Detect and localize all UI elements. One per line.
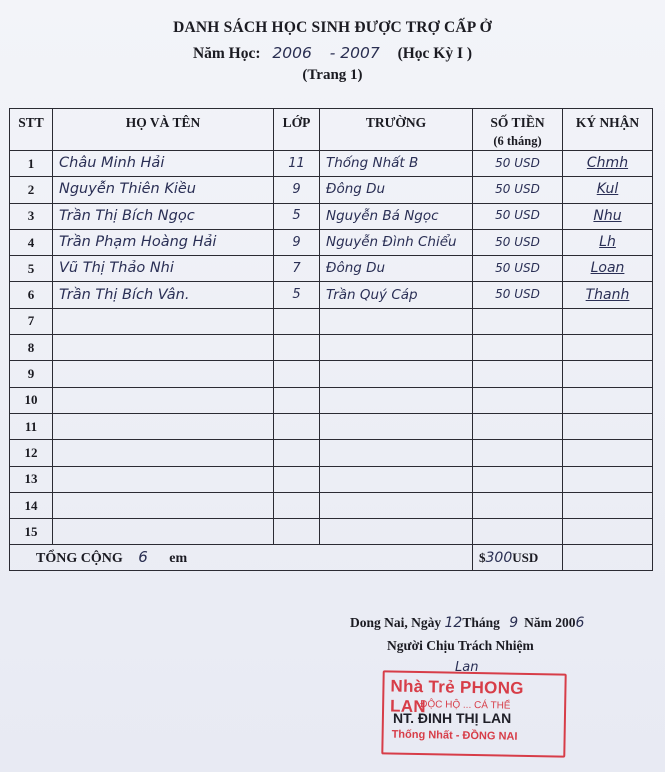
school-name-cell: [320, 440, 473, 466]
total-unit: em: [169, 551, 188, 567]
column-header-amount: [473, 109, 563, 151]
total-sum: 300: [485, 549, 513, 566]
class-grade-cell: [274, 203, 320, 229]
school-name-cell: [320, 361, 473, 387]
column-header-class: LỚP: [274, 109, 320, 151]
row-number-cell: 3: [10, 203, 53, 229]
total-label: TỔNG CỘNG: [36, 551, 123, 567]
row-number-cell: 8: [10, 335, 53, 361]
row-number-cell: 5: [10, 256, 53, 282]
school-name-cell: [320, 229, 473, 255]
row-number-cell: 11: [10, 413, 53, 439]
school-name-cell: [320, 256, 473, 282]
date-month: 9: [509, 615, 519, 631]
student-name-cell: [53, 413, 274, 439]
row-number-cell: 6: [10, 282, 53, 308]
row-number-cell: 12: [10, 440, 53, 466]
student-name-cell: [53, 229, 274, 255]
document-title: DANH SÁCH HỌC SINH ĐƯỢC TRỢ CẤP Ở: [173, 19, 492, 36]
row-number-cell: 2: [10, 177, 53, 203]
amount: 50 USD: [495, 234, 540, 249]
amount: 50 USD: [495, 208, 540, 223]
total-count: 6: [138, 548, 148, 567]
row-number-cell: 14: [10, 492, 53, 518]
amount-cell: [473, 151, 563, 177]
amount-cell: [473, 335, 563, 361]
amount-cell: [473, 256, 563, 282]
table-row: [10, 492, 653, 518]
table-row: [10, 308, 653, 334]
row-number-cell: 13: [10, 466, 53, 492]
amount: 50 USD: [495, 287, 540, 302]
signature-cell: [563, 229, 653, 255]
date-day: 12: [444, 615, 463, 631]
student-name-cell: [53, 282, 274, 308]
school-name-cell: [320, 151, 473, 177]
signature-cell: [563, 519, 653, 545]
table-row: [10, 335, 653, 361]
school-year-line: [0, 44, 665, 63]
signature: Thanh: [585, 286, 630, 303]
school-name-cell: [320, 282, 473, 308]
table-row: [10, 387, 653, 413]
total-sign-cell: [563, 545, 653, 571]
table-body: [10, 151, 653, 545]
student-name-cell: [53, 308, 274, 334]
signature-cell: [563, 440, 653, 466]
school-name: Đông Du: [326, 181, 386, 198]
amount-cell: [473, 519, 563, 545]
signature: Kul: [596, 181, 619, 198]
term-label: (Học Kỳ I ): [397, 45, 473, 62]
amount-header-label: SỐ TIỀN: [490, 115, 545, 130]
class-grade-cell: [274, 229, 320, 255]
student-name-cell: [53, 387, 274, 413]
place-label: Dong Nai, Ngày: [350, 615, 442, 630]
student-name: Trần Thị Bích Vân.: [59, 286, 190, 303]
signature-cell: [563, 492, 653, 518]
table-header: [10, 109, 653, 151]
class-grade-cell: [274, 519, 320, 545]
table-row: [10, 282, 653, 308]
amount-cell: [473, 492, 563, 518]
signature-cell: [563, 387, 653, 413]
column-header-stt: STT: [10, 109, 53, 151]
amount: 50 USD: [495, 181, 540, 196]
table-row: [10, 466, 653, 492]
student-name-cell: [53, 177, 274, 203]
amount-cell: [473, 440, 563, 466]
handwritten-signature: Lan: [455, 660, 479, 675]
student-table: [9, 108, 653, 571]
school-name-cell: [320, 335, 473, 361]
class-grade: 5: [292, 208, 301, 224]
total-sum-cell: [473, 545, 563, 571]
year-from: 2006: [272, 44, 312, 62]
stamp-line-2: ĐỘC HỘ ... CÁ THỂ: [420, 699, 511, 712]
class-grade-cell: [274, 256, 320, 282]
signer-name: NT. ĐINH THỊ LAN: [393, 710, 512, 726]
class-grade-cell: [274, 151, 320, 177]
school-name-cell: [320, 177, 473, 203]
signature-cell: [563, 151, 653, 177]
class-grade-cell: [274, 466, 320, 492]
school-name: Đông Du: [326, 260, 386, 277]
table-row: [10, 413, 653, 439]
amount: 50 USD: [495, 260, 540, 275]
stamp-line-3: Thống Nhất - ĐỒNG NAI: [391, 728, 518, 743]
column-header-name: HỌ VÀ TÊN: [53, 109, 274, 151]
student-name-cell: [53, 335, 274, 361]
class-grade-cell: [274, 492, 320, 518]
row-number-cell: 10: [10, 387, 53, 413]
row-number-cell: 9: [10, 361, 53, 387]
student-name-cell: [53, 440, 274, 466]
table-row: [10, 229, 653, 255]
amount-cell: [473, 387, 563, 413]
signature: Loan: [590, 260, 625, 277]
school-name-cell: [320, 387, 473, 413]
school-name-cell: [320, 492, 473, 518]
student-name: Vũ Thị Thảo Nhi: [59, 260, 174, 277]
student-name: Nguyễn Thiên Kiều: [59, 181, 196, 198]
signature-cell: [563, 256, 653, 282]
page-number: (Trang 1): [302, 67, 363, 83]
total-currency: $: [479, 549, 486, 565]
date-year-digit: 6: [575, 615, 585, 631]
class-grade: 11: [288, 155, 305, 171]
student-name: Trần Phạm Hoàng Hải: [59, 234, 217, 251]
school-name-cell: [320, 466, 473, 492]
amount-cell: [473, 177, 563, 203]
student-name-cell: [53, 466, 274, 492]
signature-cell: [563, 466, 653, 492]
school-name: Nguyễn Đình Chiểu: [326, 234, 457, 251]
class-grade-cell: [274, 177, 320, 203]
total-sum-unit: USD: [512, 549, 539, 565]
class-grade: 9: [292, 234, 301, 250]
table-row: [10, 177, 653, 203]
row-number-cell: 1: [10, 151, 53, 177]
school-name-cell: [320, 308, 473, 334]
total-row: [10, 545, 653, 571]
signature: Lh: [599, 234, 616, 251]
class-grade-cell: [274, 413, 320, 439]
class-grade-cell: [274, 335, 320, 361]
class-grade: 7: [292, 260, 301, 276]
row-number-cell: 4: [10, 229, 53, 255]
amount: 50 USD: [495, 155, 540, 170]
amount-cell: [473, 361, 563, 387]
school-name-cell: [320, 203, 473, 229]
class-grade-cell: [274, 387, 320, 413]
class-grade: 9: [292, 181, 301, 197]
column-header-school: TRƯỜNG: [320, 109, 473, 151]
signature: Chmh: [586, 155, 629, 172]
year-label-footer: Năm 200: [524, 615, 576, 630]
row-number-cell: 15: [10, 519, 53, 545]
year-to: - 2007: [329, 44, 380, 62]
signature-cell: [563, 361, 653, 387]
row-number-cell: 7: [10, 308, 53, 334]
month-label: Tháng: [462, 615, 500, 630]
table-row: [10, 519, 653, 545]
amount-cell: [473, 282, 563, 308]
school-name: Thống Nhất B: [326, 155, 419, 172]
total-cell: [10, 545, 320, 571]
table-row: [10, 440, 653, 466]
school-name-cell: [320, 413, 473, 439]
stamp-line-1: Nhà Trẻ PHONG LAN: [389, 676, 524, 717]
class-grade-cell: [274, 361, 320, 387]
amount-cell: [473, 466, 563, 492]
student-name: Trần Thị Bích Ngọc: [59, 207, 195, 224]
amount-cell: [473, 308, 563, 334]
column-header-sign: KÝ NHẬN: [563, 109, 653, 151]
table-row: [10, 361, 653, 387]
student-name-cell: [53, 492, 274, 518]
signature-cell: [563, 203, 653, 229]
school-name: Trần Quý Cáp: [326, 286, 418, 303]
signature-cell: [563, 282, 653, 308]
student-name-cell: [53, 361, 274, 387]
responsible-person-label: Người Chịu Trách Nhiệm: [387, 638, 534, 653]
student-name-cell: [53, 203, 274, 229]
signature-cell: [563, 177, 653, 203]
signature-cell: [563, 413, 653, 439]
signature-cell: [563, 335, 653, 361]
year-label: Năm Học:: [192, 45, 261, 62]
school-name: Nguyễn Bá Ngọc: [326, 207, 439, 224]
date-line: [350, 615, 584, 631]
signature-cell: [563, 308, 653, 334]
amount-header-sub: (6 tháng): [493, 134, 542, 148]
class-grade-cell: [274, 308, 320, 334]
table-row: [10, 203, 653, 229]
total-spacer: [320, 545, 473, 571]
table-row: [10, 151, 653, 177]
class-grade: 5: [292, 287, 301, 303]
class-grade-cell: [274, 440, 320, 466]
student-name: Châu Minh Hải: [59, 155, 165, 172]
amount-cell: [473, 229, 563, 255]
signature: Nhu: [593, 207, 622, 224]
student-name-cell: [53, 151, 274, 177]
class-grade-cell: [274, 282, 320, 308]
amount-cell: [473, 203, 563, 229]
student-name-cell: [53, 519, 274, 545]
amount-cell: [473, 413, 563, 439]
table-row: [10, 256, 653, 282]
school-name-cell: [320, 519, 473, 545]
student-name-cell: [53, 256, 274, 282]
